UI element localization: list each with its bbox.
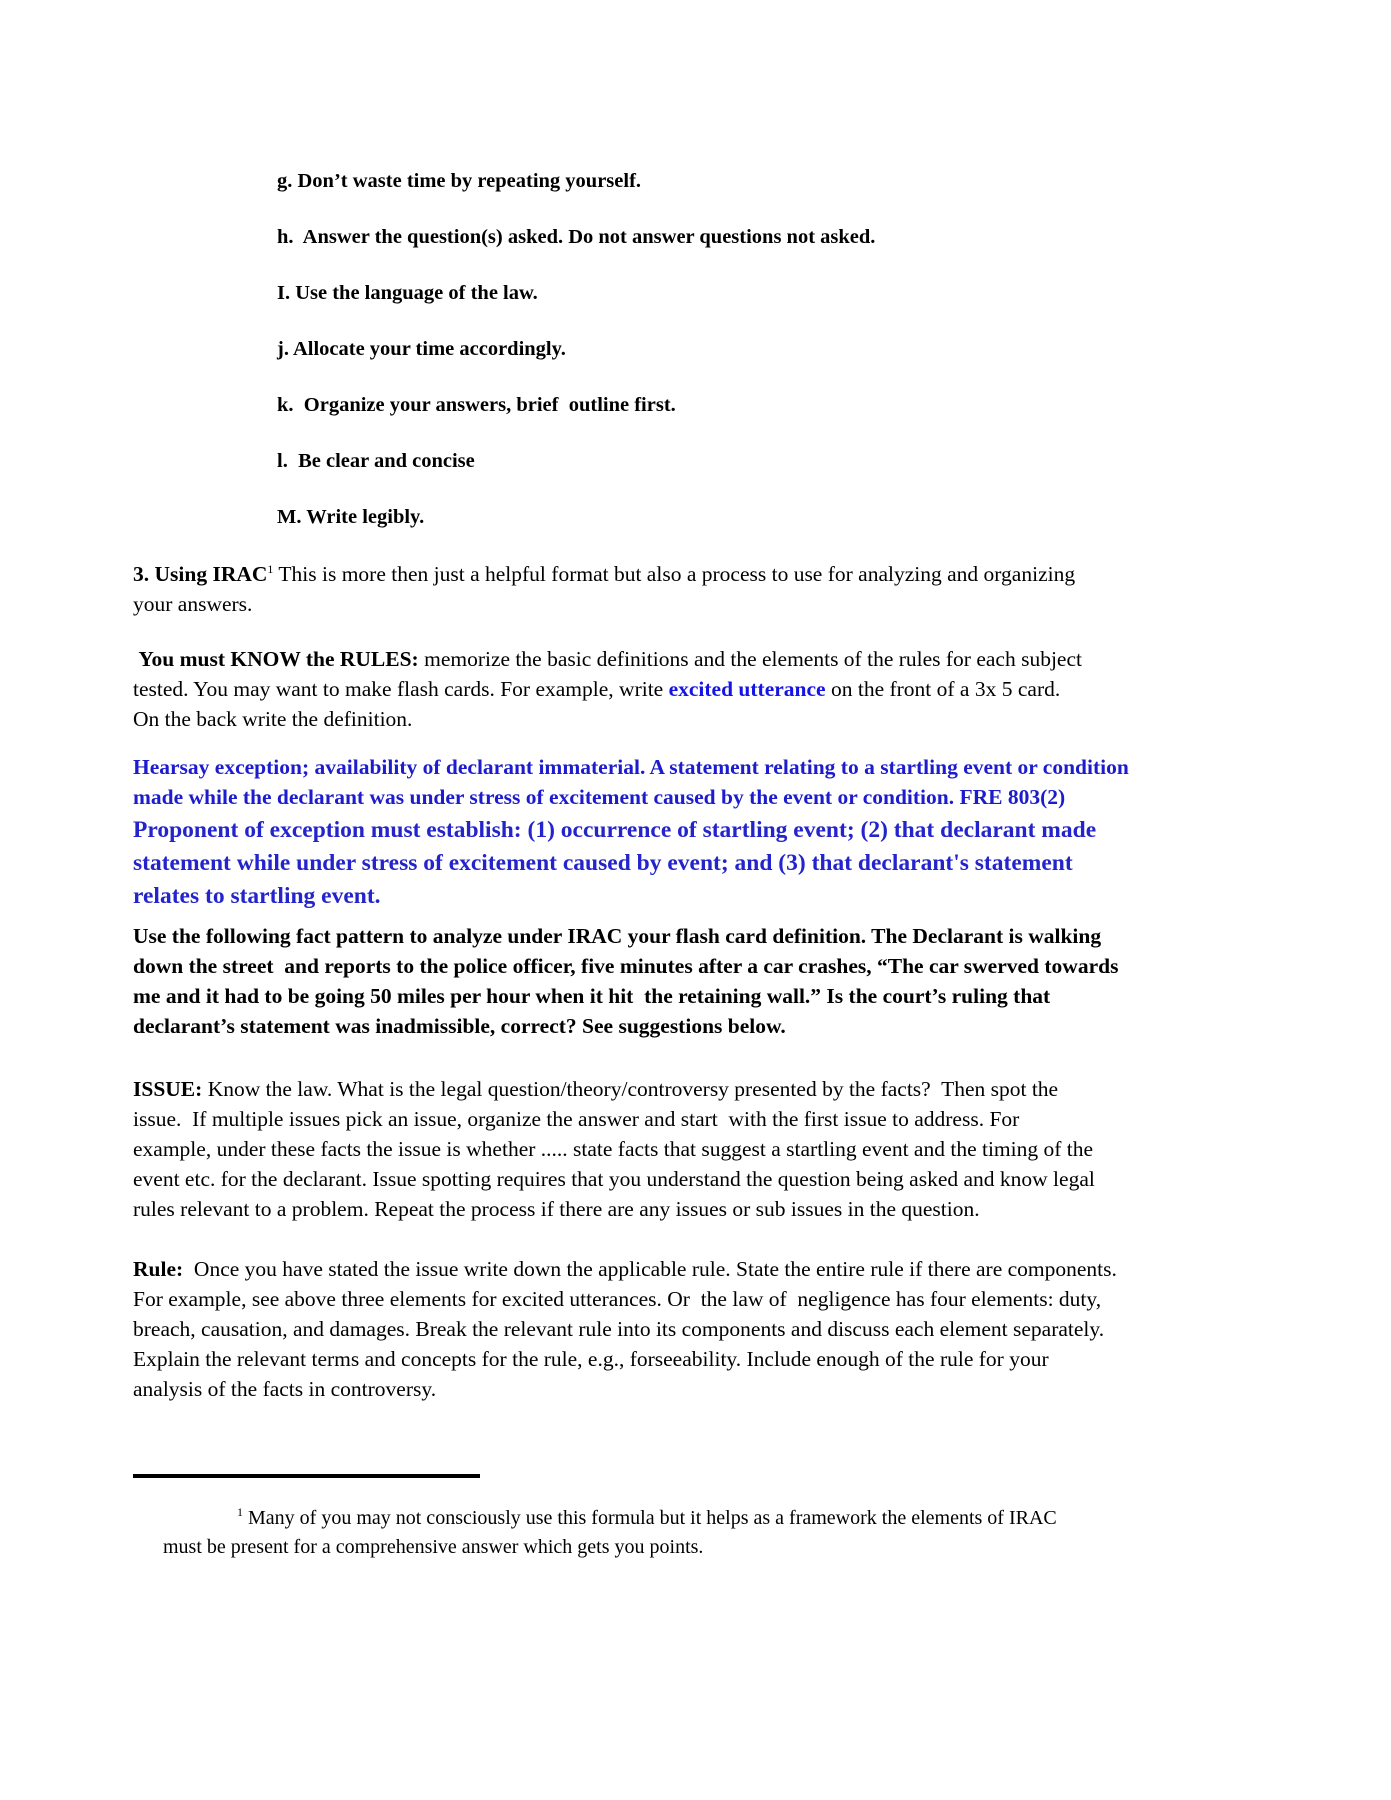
know-rules-text: memorize the basic definitions and the elements of the rules for each subject tested. You may want to make flash cards. For example, write [133,647,1088,701]
footnote-text: Many of you may not consciously use this formula but it helps as a framework the elements of IRAC must be present for a comprehensive answer which gets you points. [163,1507,1067,1558]
issue-paragraph [133,1074,1101,1224]
exam-tips-list [277,166,1351,532]
footnote-paragraph [133,1504,1098,1562]
hearsay-definition-paragraph: Hearsay exception; availability of declarant immaterial. A statement relating to a startling event or condition made while the declarant was under stress of excitement caused by the event or condition. FRE 803(2) [133,755,1135,809]
know-rules-tail: on the front of a 3x 5 card. On the back write the definition. [133,677,1066,731]
issue-text: Know the law. What is the legal question/theory/controversy presented by the facts? Then spot the issue. If multiple issues pick an issue, organize the answer and start with the first issue to address. For example, under these facts the issue is whether ..... state facts that suggest a startling event and the timing of the event etc. for the declarant. Issue spotting requires that you understand the question being asked and know legal rules relevant to a problem. Repeat the process if there are any issues or sub issues in the question. [133,1077,1101,1221]
list-item-h: h. Answer the question(s) asked. Do not answer questions not asked. [277,226,876,248]
paragraph-using-irac [133,559,1098,619]
using-irac-heading: 3. Using IRAC [133,562,268,586]
proponent-elements-paragraph: Proponent of exception must establish: (1) occurrence of startling event; (2) that declarant made statement while under stress of excitement caused by event; and (3) that declarant's statement relates to startling event. [133,817,1102,909]
rule-text: Once you have stated the issue write down the applicable rule. State the entire rule if there are components. For example, see above three elements for excited utterances. Or the law of negligence has four elements: duty, breach, causation, and damages. Break the relevant rule into its components and discuss each element separately. Explain the relevant terms and concepts for the rule, e.g., forseeability. Include enough of the rule for your analysis of the facts in controversy. [133,1257,1123,1401]
list-item-i: I. Use the language of the law. [277,282,538,304]
footnote-number: 1 [237,1505,243,1519]
using-irac-text: This is more then just a helpful format but also a process to use for analyzing and organizing your answers. [133,562,1081,616]
list-item-m: M. Write legibly. [277,506,425,528]
footnote-separator [133,1474,480,1478]
rule-paragraph [133,1254,1123,1404]
rule-heading: Rule: [133,1257,184,1281]
fact-pattern-paragraph: Use the following fact pattern to analyze under IRAC your flash card definition. The Declarant is walking down the street and reports to the police officer, five minutes after a car crashes, “The car swerved towards me and it had to be going 50 miles per hour when it hit the retaining wall.” Is the court’s ruling that declarant’s statement was inadmissible, correct? See suggestions below. [133,924,1124,1038]
paragraph-know-rules [133,644,1088,734]
know-rules-heading: You must KNOW the RULES: [133,647,419,671]
issue-heading: ISSUE: [133,1077,203,1101]
footnote-reference-mark: 1 [267,562,274,576]
list-item-l: l. Be clear and concise [277,450,475,472]
list-item-k: k. Organize your answers, brief outline first. [277,394,676,416]
list-item-g: g. Don’t waste time by repeating yourself. [277,170,642,192]
list-item-j: j. Allocate your time accordingly. [277,338,566,360]
excited-utterance-term: excited utterance [668,677,826,701]
